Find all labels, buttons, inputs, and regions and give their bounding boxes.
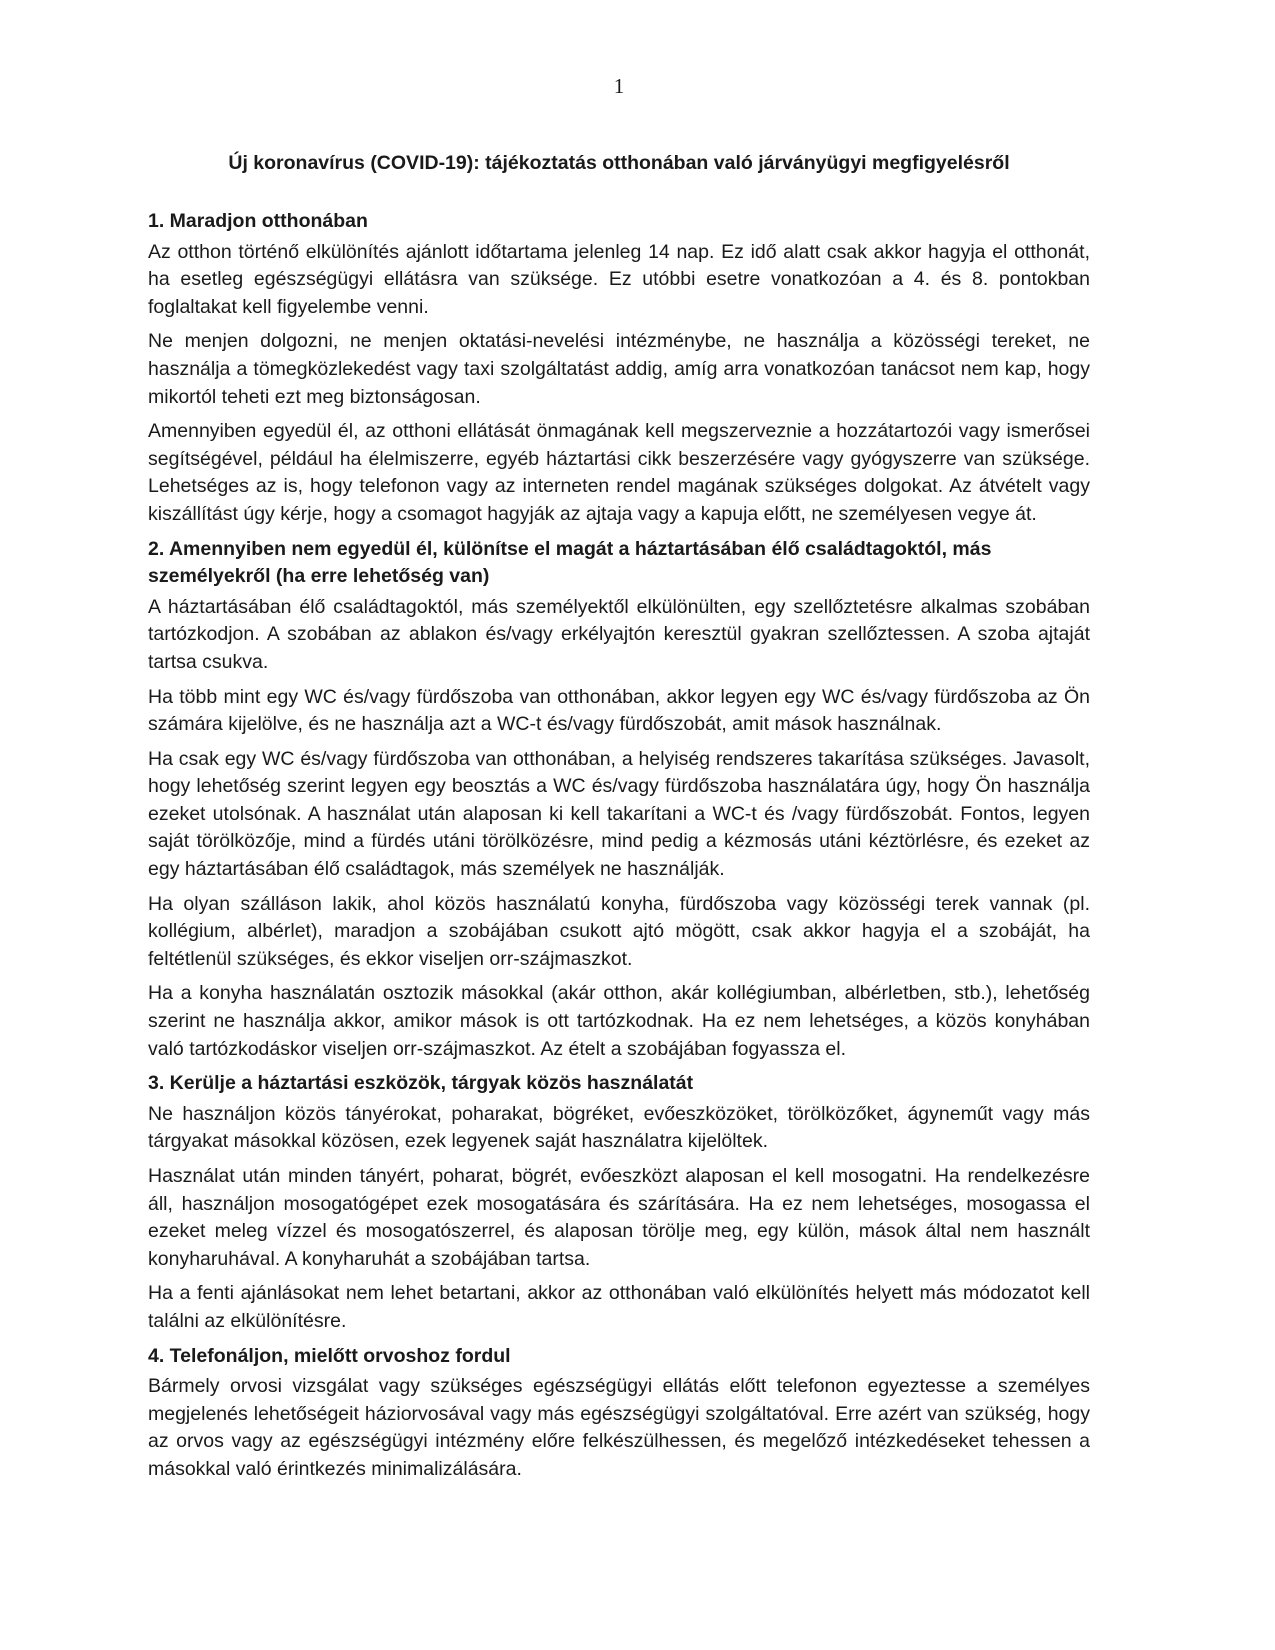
paragraph: Ha olyan szálláson lakik, ahol közös használatú konyha, fürdőszoba vagy közösségi terek vannak (pl. kollégium, albérlet), maradjon a szobájában csukott ajtó mögött, csak akkor hagyja el a szobáját, ha feltétlenül szükséges, és ekkor viseljen orr-szájmaszkot.	[148, 892, 1090, 970]
document-page	[148, 0, 1090, 1650]
section-2	[148, 536, 1090, 1064]
section-heading: 1. Maradjon otthonában	[148, 210, 368, 232]
paragraph: Ha több mint egy WC és/vagy fürdőszoba van otthonában, akkor legyen egy WC és/vagy fürdőszoba az Ön számára kijelölve, és ne használja azt a WC-t és/vagy fürdőszobát, amit mások használnak.	[148, 685, 1090, 736]
paragraph: Ha a konyha használatán osztozik másokkal (akár otthon, akár kollégiumban, albérletben, stb.), lehetőség szerint ne használja akkor, amikor mások is ott tartózkodnak. Ha ez nem lehetséges, a közös konyhában való tartózkodáskor viseljen orr-szájmaszkot. Az ételt a szobájában fogyassza el.	[148, 982, 1090, 1060]
section-4	[148, 1343, 1090, 1484]
document-body	[148, 208, 1090, 1491]
paragraph: Használat után minden tányért, poharat, bögrét, evőeszközt alaposan el kell mosogatni. Ha rendelkezésre áll, használjon mosogatógépet ezek mosogatására és szárítására. Ha ez nem lehetséges, mosogassa el ezeket meleg vízzel és mosogatószerrel, és alaposan törölje meg, egy külön, mások által nem használt konyharuhával. A konyharuhát a szobájában tartsa.	[148, 1165, 1090, 1270]
paragraph: Amennyiben egyedül él, az otthoni ellátását önmagának kell megszerveznie a hozzátartozói vagy ismerősei segítségével, például ha élelmiszerre, egyéb háztartási cikk beszerzésére vagy gyógyszerre van szüksége. Lehetséges az is, hogy telefonon vagy az interneten rendel magának szükséges dolgokat. Az átvételt vagy kiszállítást úgy kérje, hogy a csomagot hagyják az ajtaja vagy a kapuja előtt, ne személyesen vegye át.	[148, 420, 1090, 525]
section-heading: 3. Kerülje a háztartási eszközök, tárgyak közös használatát	[148, 1072, 694, 1095]
document-title: Új koronavírus (COVID-19): tájékoztatás otthonában való járványügyi megfigyelésről	[228, 152, 1010, 174]
section-1	[148, 208, 1090, 529]
section-heading: 4. Telefonáljon, mielőtt orvoshoz fordul	[148, 1344, 511, 1367]
paragraph: Ha a fenti ajánlásokat nem lehet betartani, akkor az otthonában való elkülönítés helyett más módozatot kell találni az elkülönítésre.	[148, 1282, 1090, 1332]
paragraph: Az otthon történő elkülönítés ajánlott időtartama jelenleg 14 nap. Ez idő alatt csak akkor hagyja el otthonát, ha esetleg egészségügyi ellátásra van szüksége. Ez utóbbi esetre vonatkozóan a 4. és 8. pontokban foglaltakat kell figyelembe venni.	[148, 240, 1090, 318]
paragraph: Ne használjon közös tányérokat, poharakat, bögréket, evőeszközöket, törölközőket, ágyneműt vagy más tárgyakat másokkal közösen, ezek legyenek saját használatra kijelöltek.	[148, 1102, 1090, 1153]
paragraph: Ha csak egy WC és/vagy fürdőszoba van otthonában, a helyiség rendszeres takarítása szükséges. Javasolt, hogy lehetőség szerint legyen egy beosztás a WC és/vagy fürdőszoba használatára úgy, hogy Ön használja ezeket utolsónak. A használat után alaposan ki kell takarítani a WC-t és /vagy fürdőszobát. Fontos, legyen saját törölközője, mind a fürdés utáni törölközésre, mind pedig a kézmosás utáni kéztörlésre, és ezeket az egy háztartásában élő családtagok, más személyek ne használják.	[148, 747, 1090, 881]
page-number: 1	[613, 74, 625, 98]
paragraph: Ne menjen dolgozni, ne menjen oktatási-nevelési intézménybe, ne használja a közösségi tereket, ne használja a tömegközlekedést vagy taxi szolgáltatást addig, amíg arra vonatkozóan tanácsot nem kap, hogy mikortól teheti ezt meg biztonságosan.	[148, 330, 1090, 408]
section-heading: 2. Amennyiben nem egyedül él, különítse el magát a háztartásában élő családtagoktól, más személyekről (ha erre lehetőség van)	[148, 537, 992, 588]
section-3	[148, 1070, 1090, 1335]
paragraph: Bármely orvosi vizsgálat vagy szükséges egészségügyi ellátás előtt telefonon egyeztesse a személyes megjelenés lehetőségeit háziorvosával vagy más egészségügyi szolgáltatóval. Erre azért van szükség, hogy az orvos vagy az egészségügyi intézmény előre felkészülhessen, és megelőző intézkedéseket tehessen a másokkal való érintkezés minimalizálására.	[148, 1375, 1090, 1480]
paragraph: A háztartásában élő családtagoktól, más személyektől elkülönülten, egy szellőztetésre alkalmas szobában tartózkodjon. A szobában az ablakon és/vagy erkélyajtón keresztül gyakran szellőztessen. A szoba ajtaját tartsa csukva.	[148, 595, 1090, 673]
